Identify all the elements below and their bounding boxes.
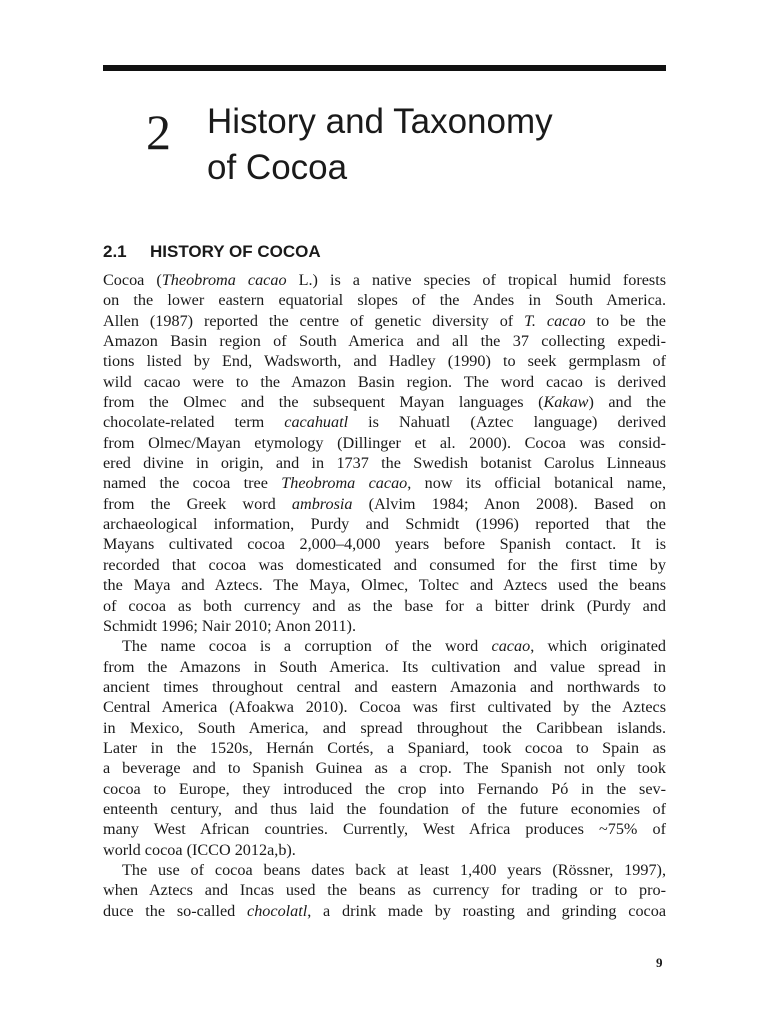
text-line	[103, 860, 666, 880]
italic-text: chocolatl	[247, 901, 308, 920]
text-run: of cocoa as both currency and as the base for a bitter drink (Purdy and	[103, 596, 666, 615]
text-line	[103, 880, 666, 900]
italic-text: Kakaw	[543, 393, 589, 412]
text-run: chocolate-related term	[103, 413, 285, 432]
chapter-title-line-1: History and Taxonomy	[207, 102, 553, 141]
text-line	[103, 799, 666, 819]
text-line	[103, 331, 666, 351]
text-run: Allen (1987) reported the centre of genetic diversity of	[103, 311, 525, 330]
text-line	[103, 473, 666, 493]
text-run: ered divine in origin, and in 1737 the Swedish botanist Carolus Linneaus	[103, 454, 666, 473]
text-run: Schmidt 1996; Nair 2010; Anon 2011).	[103, 616, 356, 635]
italic-text: ambrosia	[291, 494, 353, 513]
text-run: the Maya and Aztecs. The Maya, Olmec, Toltec and Aztecs used the beans	[103, 576, 666, 595]
text-run: Cocoa (	[103, 271, 162, 289]
text-run: , which originated	[530, 637, 667, 656]
text-run: when Aztecs and Incas used the beans as currency for trading or to pro-	[103, 881, 666, 900]
text-run: The use of cocoa beans dates back at least 1,400 years (Rössner, 1997),	[122, 860, 666, 879]
text-run: (Alvim 1984; Anon 2008). Based on	[352, 494, 666, 513]
text-run: from the Olmec and the subsequent Mayan languages (	[103, 393, 544, 412]
text-line	[103, 758, 666, 778]
italic-text: Theobroma cacao	[281, 474, 408, 493]
text-run: ) and the	[588, 393, 666, 412]
text-line	[103, 453, 666, 473]
text-run: recorded that cocoa was domesticated and consumed for the first time by	[103, 555, 666, 574]
text-run: , now its official botanical name,	[407, 474, 666, 493]
italic-text: Theobroma cacao	[161, 271, 287, 289]
text-run: wild cacao were to the Amazon Basin region. The word cacao is derived	[103, 372, 666, 391]
text-run: from Olmec/Mayan etymology (Dillinger et al. 2000). Cocoa was consid-	[103, 433, 666, 452]
text-run: tions listed by End, Wadsworth, and Hadley (1990) to seek germplasm of	[103, 352, 666, 371]
text-line	[103, 697, 666, 717]
text-run: cocoa to Europe, they introduced the crop into Fernando Pó in the sev-	[103, 779, 666, 798]
chapter-top-rule	[103, 65, 666, 71]
text-line	[103, 677, 666, 697]
text-line	[103, 901, 666, 921]
chapter-number: 2	[146, 104, 171, 160]
text-line	[103, 270, 666, 290]
body-text	[103, 270, 666, 921]
text-run: enteenth century, and thus laid the foundation of the future economies of	[103, 799, 666, 818]
text-line	[103, 412, 666, 432]
text-run: in Mexico, South America, and spread throughout the Caribbean islands.	[103, 718, 666, 737]
text-run: L.) is a native species of tropical humid forests	[286, 271, 666, 289]
chapter-title	[207, 99, 657, 191]
section-number: 2.1	[103, 242, 127, 261]
text-run: on the lower eastern equatorial slopes of the Andes in South America.	[103, 291, 666, 310]
text-run: from the Greek word	[103, 494, 292, 513]
text-run: named the cocoa tree	[103, 474, 282, 493]
text-run: Later in the 1520s, Hernán Cortés, a Spaniard, took cocoa to Spain as	[103, 738, 666, 757]
text-line	[103, 596, 666, 616]
text-run: world cocoa (ICCO 2012a,b).	[103, 840, 296, 859]
page-number: 9	[656, 955, 663, 970]
text-run: Central America (Afoakwa 2010). Cocoa was first cultivated by the Aztecs	[103, 698, 666, 717]
text-run: Mayans cultivated cocoa 2,000–4,000 years before Spanish contact. It is	[103, 535, 666, 554]
text-line	[103, 392, 666, 412]
text-run: archaeological information, Purdy and Schmidt (1996) reported that the	[103, 515, 666, 534]
italic-text: cacahuatl	[284, 413, 349, 432]
text-run: from the Amazons in South America. Its cultivation and value spread in	[103, 657, 666, 676]
text-run: ancient times throughout central and eastern Amazonia and northwards to	[103, 677, 666, 696]
text-line	[103, 311, 666, 331]
text-line	[103, 534, 666, 554]
text-run: many West African countries. Currently, West Africa produces ~75% of	[103, 820, 666, 839]
text-line	[103, 819, 666, 839]
text-run: The name cocoa is a corruption of the word	[122, 637, 492, 656]
text-line	[103, 636, 666, 656]
text-line	[103, 555, 666, 575]
italic-text: cacao	[491, 637, 531, 656]
text-line	[103, 351, 666, 371]
text-line	[103, 738, 666, 758]
italic-text: T. cacao	[524, 311, 586, 330]
text-run: duce the so-called	[103, 901, 248, 920]
text-line	[103, 575, 666, 595]
section-title: HISTORY OF COCOA	[150, 242, 321, 261]
text-run: Amazon Basin region of South America and all the 37 collecting expedi-	[103, 332, 666, 351]
text-line	[103, 514, 666, 534]
text-line	[103, 616, 666, 636]
text-line	[103, 657, 666, 677]
text-line	[103, 840, 666, 860]
text-line	[103, 372, 666, 392]
text-line	[103, 779, 666, 799]
text-run: to be the	[585, 311, 666, 330]
section-heading	[103, 240, 321, 264]
text-run: a beverage and to Spanish Guinea as a crop. The Spanish not only took	[103, 759, 666, 778]
text-run: is Nahuatl (Aztec language) derived	[348, 413, 667, 432]
text-run: , a drink made by roasting and grinding cocoa	[307, 901, 667, 920]
text-line	[103, 433, 666, 453]
text-line	[103, 718, 666, 738]
text-line	[103, 290, 666, 310]
text-line	[103, 494, 666, 514]
chapter-title-line-2: of Cocoa	[207, 148, 348, 187]
